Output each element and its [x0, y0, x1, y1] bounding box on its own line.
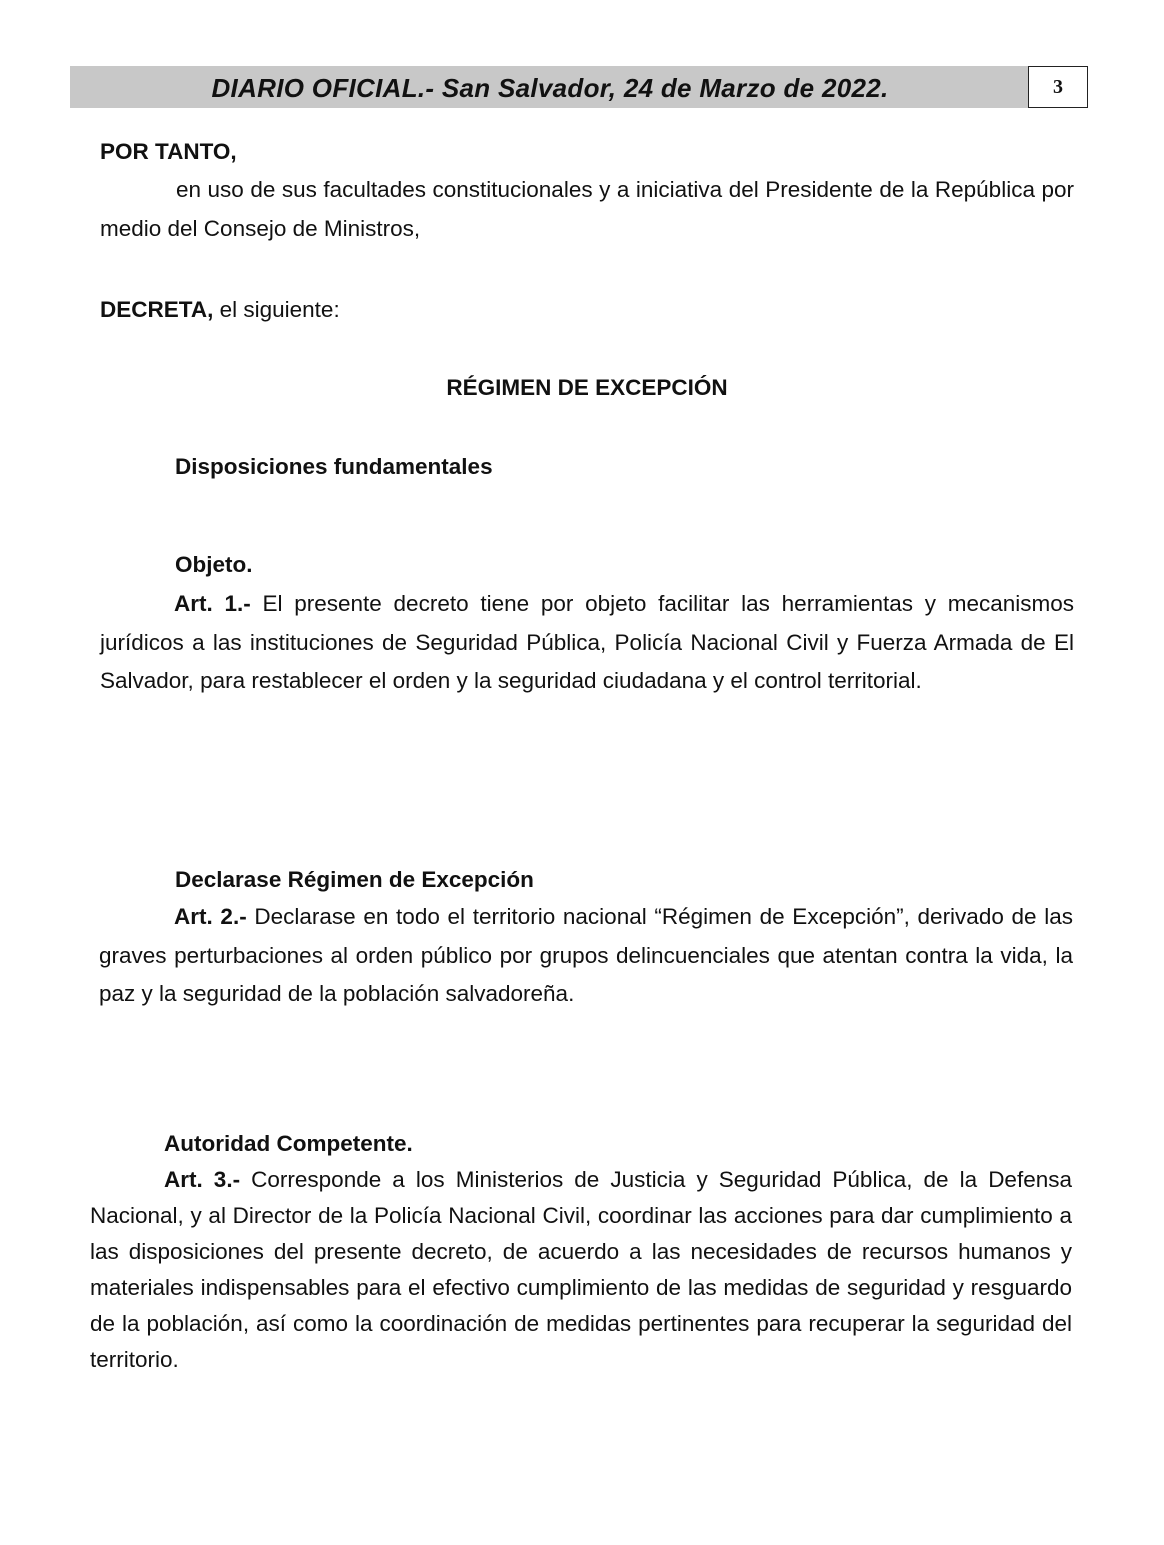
article-3-paragraph [90, 1162, 1072, 1378]
article-2-text: Declarase en todo el territorio nacional “Régimen de Excepción”, derivado de las graves perturbaciones al orden público por grupos delincuenciales que atentan contra la vida, la paz y la seguridad de la población salvadoreña. [99, 904, 1073, 1006]
article-1-paragraph [100, 585, 1074, 701]
article-3-text: Corresponde a los Ministerios de Justicia y Seguridad Pública, de la Defensa Nacional, y al Director de la Policía Nacional Civil, coordinar las acciones para dar cumplimiento a las disposiciones del presente decreto, de acuerdo a las necesidades de recursos humanos y materiales indispensables para el efectivo cumplimiento de las medidas de seguridad y resguardo de la población, así como la coordinación de medidas pertinentes para recuperar la seguridad del territorio. [90, 1167, 1072, 1372]
article-2-paragraph [99, 898, 1073, 1014]
section-heading: Disposiciones fundamentales [175, 454, 493, 479]
preamble-heading: POR TANTO, [100, 139, 237, 164]
article-2-label: Art. 2.- [174, 904, 247, 929]
decree-label: DECRETA, [100, 297, 214, 322]
article-1-text: El presente decreto tiene por objeto facilitar las herramientas y mecanismos jurídicos a las instituciones de Seguridad Pública, Policía Nacional Civil y Fuerza Armada de El Salvador, para restablecer el orden y la seguridad ciudadana y el control territorial. [100, 591, 1074, 693]
page-number: 3 [1028, 66, 1088, 108]
article-3-label: Art. 3.- [164, 1167, 241, 1192]
article-1-label: Art. 1.- [174, 591, 251, 616]
decree-text: el siguiente: [219, 297, 340, 322]
article-2-heading: Declarase Régimen de Excepción [175, 867, 534, 892]
preamble-paragraph: en uso de sus facultades constitucionales y a iniciativa del Presidente de la República por medio del Consejo de Ministros, [100, 177, 1074, 241]
article-3-heading: Autoridad Competente. [164, 1131, 413, 1156]
article-1-heading: Objeto. [175, 552, 253, 577]
gazette-title: DIARIO OFICIAL.- San Salvador, 24 de Marzo de 2022. [211, 73, 889, 103]
decree-line [100, 290, 340, 329]
page-header [70, 66, 1088, 108]
document-title: RÉGIMEN DE EXCEPCIÓN [446, 375, 728, 400]
